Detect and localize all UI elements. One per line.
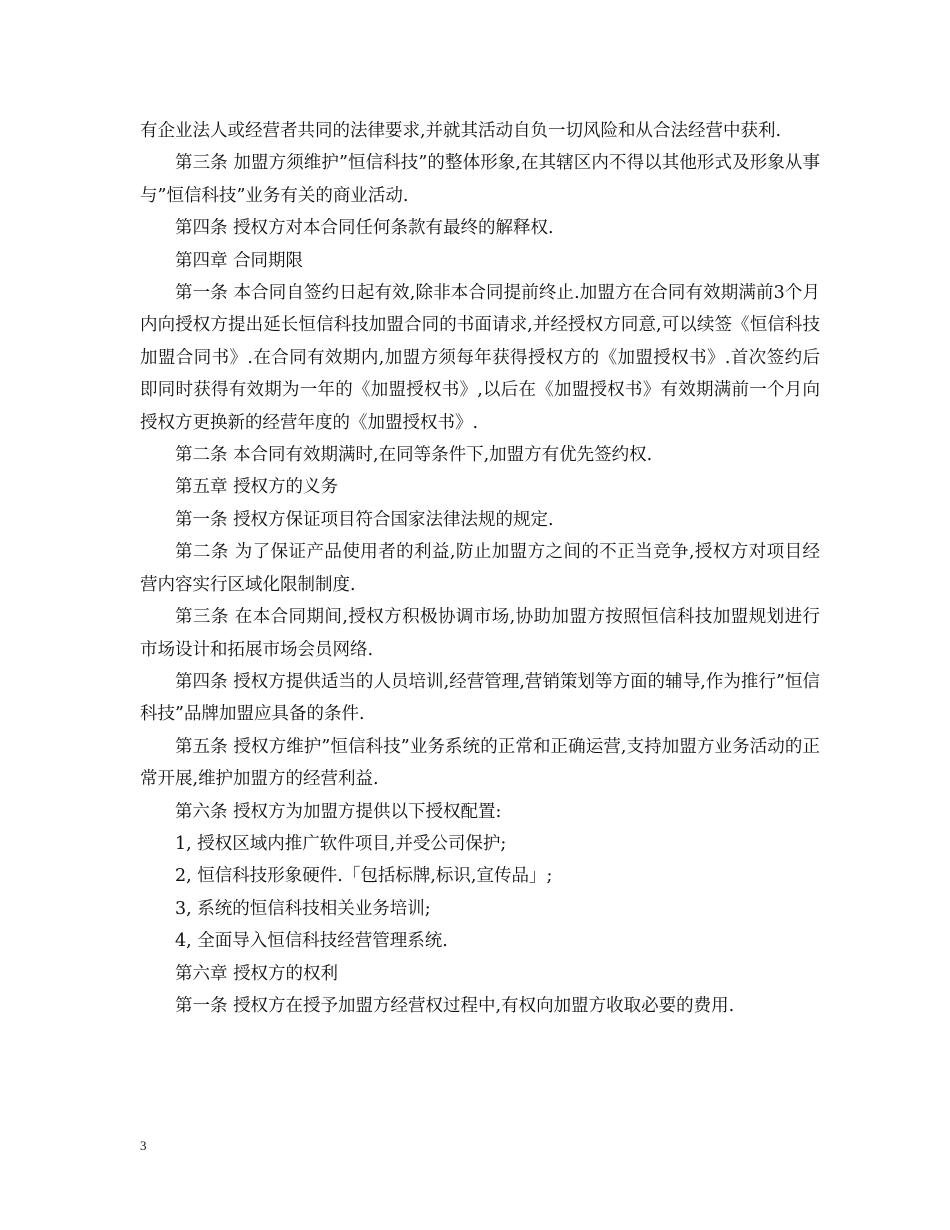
- paragraph: 第五条 授权方维护”恒信科技”业务系统的正常和正确运营,支持加盟方业务活动的正常开展,维护加盟方的经营利益.: [140, 736, 820, 790]
- document-body: [140, 115, 820, 1022]
- paragraph: 第五章 授权方的义务: [175, 477, 339, 498]
- paragraph: 第六条 授权方为加盟方提供以下授权配置:: [175, 801, 502, 822]
- paragraph: 第二条 为了保证产品使用者的利益,防止加盟方之间的不正当竞争,授权方对项目经营内容实行区域化限制制度.: [140, 542, 820, 595]
- paragraph: 第四条 授权方对本合同任何条款有最终的解释权.: [175, 218, 554, 239]
- paragraph: 有企业法人或经营者共同的法律要求,并就其活动自负一切风险和从合法经营中获利.: [140, 121, 782, 141]
- paragraph: 第四条 授权方提供适当的人员培训,经营管理,营销策划等方面的辅导,作为推行”恒信科技”品牌加盟应具备的条件.: [140, 671, 820, 725]
- paragraph: 1, 授权区域内推广软件项目,并受公司保护;: [175, 833, 507, 854]
- paragraph: 第一条 授权方在授予加盟方经营权过程中,有权向加盟方收取必要的费用.: [175, 995, 735, 1016]
- paragraph: 2, 恒信科技形象硬件.「包括标牌,标识,宣传品」;: [175, 866, 553, 887]
- paragraph: 4, 全面导入恒信科技经营管理系统.: [175, 931, 448, 952]
- paragraph: 3, 系统的恒信科技相关业务培训;: [175, 898, 431, 919]
- paragraph: 第三条 加盟方须维护”恒信科技”的整体形象,在其辖区内不得以其他形式及形象从事与”恒信科技”业务有关的商业活动.: [140, 153, 820, 206]
- paragraph: 第二条 本合同有效期满时,在同等条件下,加盟方有优先签约权.: [175, 445, 653, 466]
- paragraph: 第一条 授权方保证项目符合国家法律法规的规定.: [175, 509, 554, 530]
- page-number: 3: [140, 1138, 147, 1153]
- paragraph: 第一条 本合同自签约日起有效,除非本合同提前终止.加盟方在合同有效期满前3个月内向授权方提出延长恒信科技加盟合同的书面请求,并经授权方同意,可以续签《恒信科技加盟合同书》.在合同有效期内,加盟方须每年获得授权方的《加盟授权书》.首次签约后即同时获得有效期为一年的《加盟授权书》,以后在《加盟授权书》有效期满前一个月向授权方更换新的经营年度的《加盟授权书》.: [140, 283, 820, 433]
- paragraph: 第六章 授权方的权利: [175, 963, 339, 984]
- paragraph: 第三条 在本合同期间,授权方积极协调市场,协助加盟方按照恒信科技加盟规划进行市场设计和拓展市场会员网络.: [140, 607, 820, 660]
- paragraph: 第四章 合同期限: [175, 250, 304, 271]
